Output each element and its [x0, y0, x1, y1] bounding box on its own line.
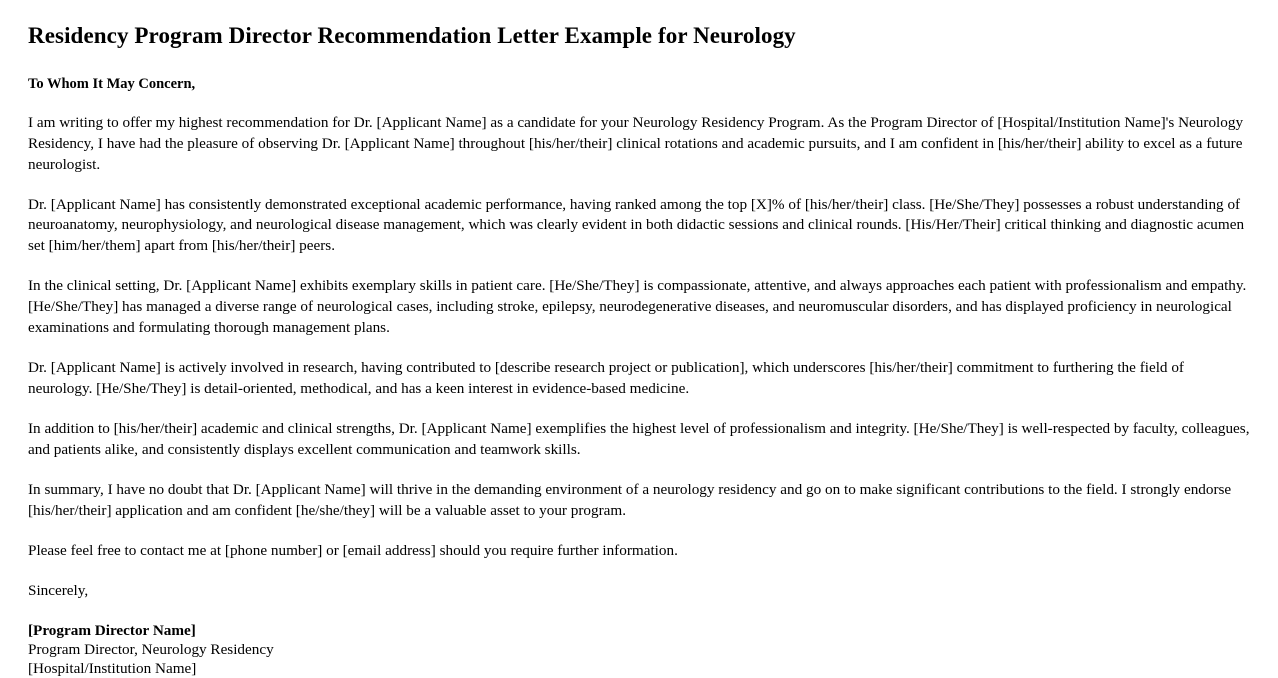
letter-paragraph: In addition to [his/her/their] academic and clinical strengths, Dr. [Applicant Name] exemplifies the highest level of professionalism and integrity. [He/She/They] is well-respected by faculty, colleagues, and patients alike, and consistently displays excellent communication and teamwork skills.: [28, 420, 1250, 459]
letter-paragraph: Please feel free to contact me at [phone number] or [email address] should you require further information.: [28, 542, 678, 560]
letter-paragraph: In summary, I have no doubt that Dr. [Applicant Name] will thrive in the demanding environment of a neurology residency and go on to make significant contributions to the field. I strongly endorse [his/her/their] application and am confident [he/she/they] will be a valuable asset to your program.: [28, 481, 1232, 520]
page-title: Residency Program Director Recommendation Letter Example for Neurology: [28, 23, 796, 48]
signature-institution: [Hospital/Institution Name]: [28, 660, 197, 678]
letter-closing: Sincerely,: [28, 582, 89, 600]
letter-salutation: To Whom It May Concern,: [28, 75, 196, 92]
signature-name: [Program Director Name]: [28, 622, 196, 640]
letter-paragraph: I am writing to offer my highest recommendation for Dr. [Applicant Name] as a candidate for your Neurology Residency Program. As the Program Director of [Hospital/Institution Name]'s Neurology Residency, I have had the pleasure of observing Dr. [Applicant Name] throughout [his/her/their] clinical rotations and academic pursuits, and I am confident in [his/her/their] ability to excel as a future neurologist.: [28, 113, 1244, 173]
signature-block: [28, 621, 1250, 678]
letter-paragraph: Dr. [Applicant Name] is actively involved in research, having contributed to [describe research project or publication], which underscores [his/her/their] commitment to furthering the field of neurology. [He/She/They] is detail-oriented, methodical, and has a keen interest in evidence-based medicine.: [28, 359, 1184, 398]
letter-paragraph: Dr. [Applicant Name] has consistently demonstrated exceptional academic performance, having ranked among the top [X]% of [his/her/their] class. [He/She/They] possesses a robust understanding of neuroanatomy, neurophysiology, and neurological disease management, which was clearly evident in both didactic sessions and clinical rounds. [His/Her/Their] critical thinking and diagnostic acumen set [him/her/them] apart from [his/her/their] peers.: [28, 195, 1245, 255]
letter-paragraph: In the clinical setting, Dr. [Applicant Name] exhibits exemplary skills in patient care. [He/She/They] is compassionate, attentive, and always approaches each patient with professionalism and empathy. [He/She/They] has managed a diverse range of neurological cases, including stroke, epilepsy, neurodegenerative diseases, and neuromuscular disorders, and has displayed proficiency in neurological examinations and formulating thorough management plans.: [28, 277, 1247, 337]
signature-role: Program Director, Neurology Residency: [28, 641, 274, 659]
